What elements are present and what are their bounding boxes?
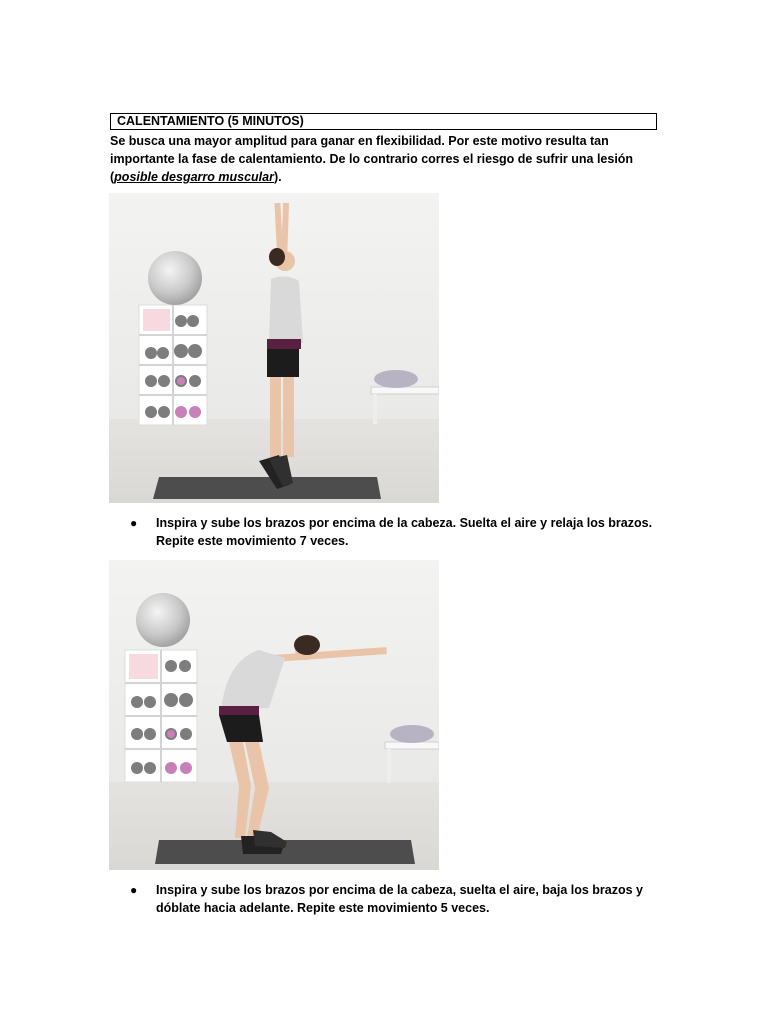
intro-text-part2: ). (273, 170, 282, 184)
exercise-photo-1 (109, 193, 439, 503)
exercise-photo-2 (109, 560, 439, 870)
bullet-icon: ● (130, 516, 138, 530)
intro-text-part1: Se busca una mayor amplitud para ganar en flexibilidad. Por este motivo resulta tan importante la fase de calentamiento. De lo contrario corres el riesgo de sufrir una lesión ( (110, 134, 634, 184)
intro-emphasis: posible desgarro muscular (114, 170, 274, 184)
exercise-1-text: Inspira y sube los brazos por encima de la cabeza. Suelta el aire y relaja los brazos. Repite este movimiento 7 veces. (156, 516, 653, 548)
section-heading: CALENTAMIENTO (5 MINUTOS) (110, 113, 657, 130)
bullet-icon: ● (130, 883, 138, 897)
intro-paragraph (110, 132, 670, 186)
exercise-2-text: Inspira y sube los brazos por encima de la cabeza, suelta el aire, baja los brazos y dóblate hacia adelante. Repite este movimiento 5 veces. (156, 883, 643, 915)
